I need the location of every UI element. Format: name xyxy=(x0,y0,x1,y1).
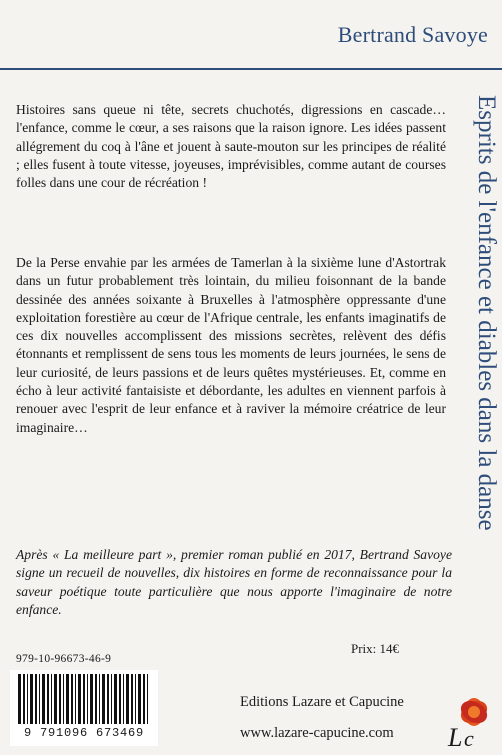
author-note-paragraph xyxy=(16,546,452,619)
publisher-name: Editions Lazare et Capucine xyxy=(240,694,404,710)
svg-text:L: L xyxy=(448,723,463,750)
svg-text:c: c xyxy=(464,726,474,750)
isbn-number: 979-10-96673-46-9 xyxy=(16,653,112,665)
flower-logo-icon xyxy=(444,688,500,750)
publisher-logo xyxy=(444,688,500,750)
author-name: Bertrand Savoye xyxy=(337,22,488,47)
blurb-paragraph-1 xyxy=(16,101,446,192)
header-rule xyxy=(0,68,502,70)
barcode-bars-icon xyxy=(10,670,158,726)
publisher-website[interactable]: www.lazare-capucine.com xyxy=(240,725,394,741)
price-label: Prix: 14€ xyxy=(351,641,400,656)
blurb-paragraph-2 xyxy=(16,254,446,437)
blurb-text-2: De la Perse envahie par les armées de Tamerlan à la sixième lune d'Astortrak dans un futur probablement très lointain, du milieu foisonnant de la bande dessinée des années soixante à Bruxelles à l'atmosphère oppressante d'une exploitation forestière au cœur de l'Afrique centrale, les enfants imaginatifs de ces dix nouvelles accomplissent des missions secrètes, relèvent des défis étonnants et remplissent de sens tous les moments de leurs journées, le sens de leur curiosité, de leurs passions et de leurs quêtes mystérieuses. Et, comme en écho à leur activité fantaisiste et débordante, les adultes en viennent parfois à renouer avec l'esprit de leur enfance et à raviver la mémoire créatrice de leur imaginaire… xyxy=(16,255,446,435)
blurb-text-1: Histoires sans queue ni tête, secrets chuchotés, digressions en cascade… l'enfance, comme le cœur, a ses raisons que la raison ignore. Les idées passent allégrement du coq à l'âne et jouent à saute-mouton sur les principes de réalité ; elles fusent à toute vitesse, joyeuses, imprévisibles, comme autant de courses folles dans une cour de récréation ! xyxy=(16,102,446,191)
barcode-digits: 9 791096 673469 xyxy=(23,726,145,740)
spine-title: Esprits de l'enfance et diables dans la danse xyxy=(473,95,500,531)
barcode xyxy=(10,670,158,746)
author-note-text: Après « La meilleure part », premier roman publié en 2017, Bertrand Savoye signe un recueil de nouvelles, dix histoires en forme de reconnaissance pour la saveur poétique toute particulière que nous apporte l'imaginaire de notre enfance. xyxy=(16,547,452,617)
